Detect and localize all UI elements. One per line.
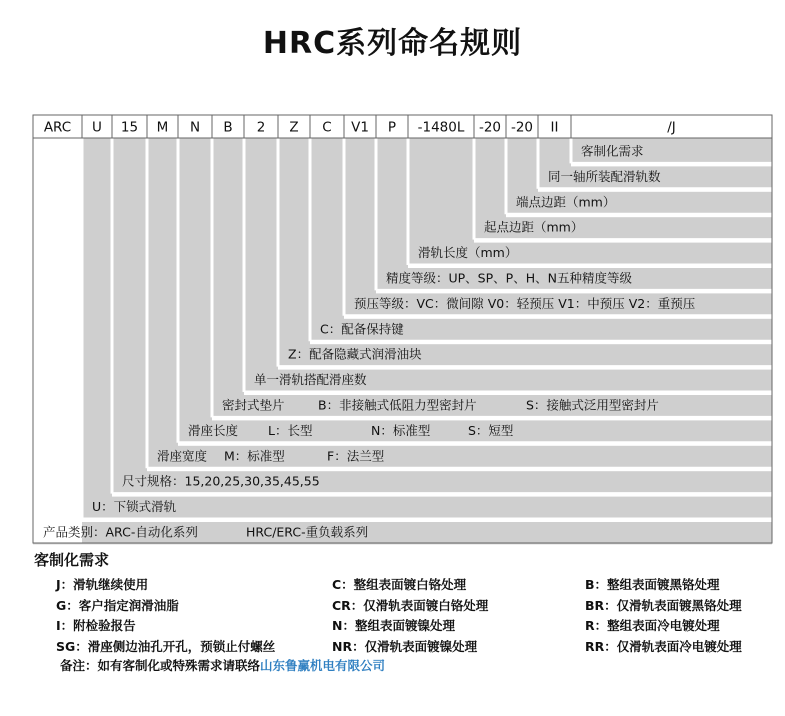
row-label: Z：配备隐藏式润滑油块 xyxy=(288,346,422,362)
code-segment: /J xyxy=(667,119,676,136)
code-segment: -1480L xyxy=(417,119,465,136)
note-item: NR：仅滑轨表面镀镍处理 xyxy=(332,639,478,654)
code-segment: II xyxy=(550,119,559,136)
row-label-option: F：法兰型 xyxy=(327,448,385,464)
row-label: 单一滑轨搭配滑座数 xyxy=(254,372,367,388)
note-item: RR：仅滑轨表面冷电镀处理 xyxy=(585,639,742,654)
row-label-option: S：短型 xyxy=(468,422,514,438)
row-label: C：配备保持键 xyxy=(320,321,404,337)
row-label-option: S：接触式泛用型密封片 xyxy=(526,397,659,413)
row-label: U：下锁式滑轨 xyxy=(92,499,177,515)
code-segment: C xyxy=(322,119,332,136)
note-item: BR：仅滑轨表面镀黑铬处理 xyxy=(585,598,742,613)
note-item: SG：滑座侧边油孔开孔，预锁止付螺丝 xyxy=(56,639,276,654)
code-segment: N xyxy=(189,119,201,136)
row-label-option: B：非接触式低阻力型密封片 xyxy=(318,397,477,413)
page-title: HRC系列命名规则 xyxy=(262,26,523,61)
code-segment: -20 xyxy=(510,119,534,136)
code-segment: Z xyxy=(289,119,299,136)
code-segment: U xyxy=(92,119,102,136)
code-segment: M xyxy=(156,119,169,136)
row-label-option: M：标准型 xyxy=(224,448,285,464)
custom-title: 客制化需求 xyxy=(34,551,110,569)
note-item: B：整组表面镀黑铬处理 xyxy=(585,577,720,592)
row-label: 端点边距（mm） xyxy=(516,194,616,210)
note-item: N：整组表面镀镍处理 xyxy=(332,618,455,633)
note-item: R：整组表面冷电镀处理 xyxy=(585,618,720,633)
code-segment: V1 xyxy=(351,119,369,136)
code-segment: 15 xyxy=(120,119,139,136)
row-label-option: HRC/ERC-重负载系列 xyxy=(246,524,369,540)
row-label: 滑座宽度 xyxy=(157,448,208,464)
row-label: 同一轴所装配滑轨数 xyxy=(548,168,661,184)
row-label: 尺寸规格：15,20,25,30,35,45,55 xyxy=(122,473,320,489)
row-label: 滑座长度 xyxy=(188,422,239,438)
note-item: C：整组表面镀白铬处理 xyxy=(332,577,467,592)
code-segment: -20 xyxy=(478,119,502,136)
code-segment: ARC xyxy=(43,119,72,136)
remark-text: 备注：如有客制化或特殊需求请联络 xyxy=(60,658,261,673)
note-item: CR：仅滑轨表面镀白铬处理 xyxy=(332,598,489,613)
row-label: 精度等级：UP、SP、P、H、N五种精度等级 xyxy=(386,270,632,286)
note-item: G：客户指定润滑油脂 xyxy=(56,598,179,613)
row-label: 客制化需求 xyxy=(581,143,644,159)
row-label: 预压等级：VC：微间隙 V0：轻预压 V1：中预压 V2：重预压 xyxy=(354,295,696,311)
code-segment: P xyxy=(387,119,397,136)
row-label: 密封式垫片 xyxy=(222,397,285,413)
note-item: I：附检验报告 xyxy=(56,618,136,633)
row-label-option: L：长型 xyxy=(268,422,313,438)
row-label-option: N：标准型 xyxy=(371,422,431,438)
code-segment: B xyxy=(223,119,233,136)
row-label: 起点边距（mm） xyxy=(484,219,584,235)
code-segment: 2 xyxy=(256,119,266,136)
company-name: 山东鲁赢机电有限公司 xyxy=(260,658,386,673)
note-item: J：滑轨继续使用 xyxy=(56,577,149,592)
remark xyxy=(60,656,385,674)
row-label: 滑轨长度（mm） xyxy=(418,245,518,261)
row-label: 产品类别：ARC-自动化系列 xyxy=(43,524,198,540)
